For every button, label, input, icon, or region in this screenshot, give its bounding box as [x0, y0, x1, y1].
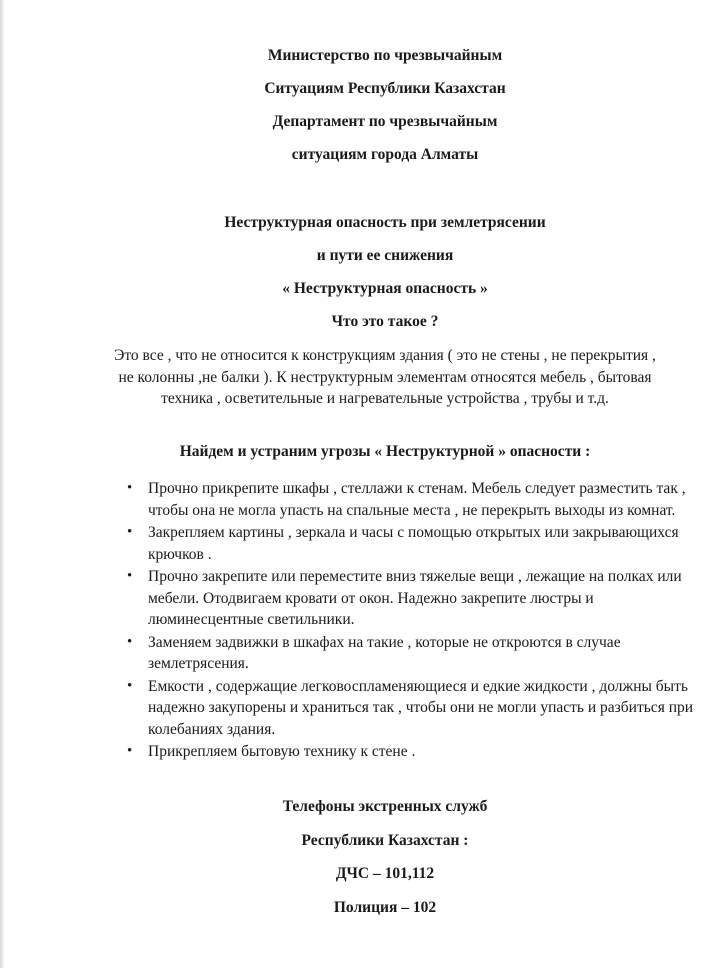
phone-emergency-dept: ДЧС – 101,112: [335, 865, 435, 882]
list-item-text: Закрепляем картины , зеркала и часы с помощью открытых или закрывающихся крючков .: [148, 524, 679, 563]
intro-paragraph: Это все , что не относится к конструкциям здания ( это не стены , не перекрытия , не колонны ,не балки ). К неструктурным элементам относятся мебель , бытовая техника , осветительные и нагревательные устройства , трубы и т.д.: [114, 347, 656, 407]
footer-subheading: Республики Казахстан :: [301, 831, 469, 849]
title-line-2: и пути ее снижения: [316, 247, 454, 264]
header-line-ministry: Министерство по чрезвычайным: [267, 47, 503, 64]
title-line-3: « Неструктурная опасность »: [282, 280, 488, 297]
header-line-city: ситуациям города Алматы: [291, 146, 479, 163]
safety-rules-list: [102, 478, 707, 764]
bullet-icon: •: [127, 677, 133, 694]
bullet-icon: •: [127, 480, 133, 496]
list-item-text: Прочно закрепите или переместите вниз тяжелые вещи , лежащие на полках или мебели. Отодвигаем кровати от окон. Надежно закрепите люстры и люминесцентные светильники.: [148, 568, 682, 628]
document-header: [0, 46, 707, 178]
list-item: [127, 566, 707, 631]
header-line-republic: Ситуациям Республики Казахстан: [264, 80, 506, 97]
list-item-text: Емкости , содержащие легковоспламеняющиеся и едкие жидкости , должны быть надежно закупорены и храниться так , чтобы они не могли упасть и разбиться при колебаниях здания.: [148, 677, 694, 738]
list-item: [127, 741, 707, 763]
bullet-icon: •: [127, 743, 133, 759]
document-title: [0, 213, 707, 345]
header-line-department: Департамент по чрезвычайным: [272, 113, 498, 130]
section-heading: Найдем и устраним угрозы « Неструктурной » опасности :: [179, 443, 591, 460]
list-item: [127, 478, 707, 521]
list-item: [127, 522, 707, 565]
footer-heading: Телефоны экстренных служб: [282, 798, 488, 815]
emergency-phones: [0, 797, 707, 931]
list-item-text: Прочно прикрепите шкафы , стеллажи к стенам. Мебель следует разместить так , чтобы она не могла упасть на спальные места , не перекрыть выходы из комнат.: [148, 480, 686, 519]
list-item-text: Прикрепляем бытовую технику к стене .: [148, 743, 416, 760]
bullet-icon: •: [127, 568, 133, 584]
list-item: [127, 676, 707, 741]
phone-police: Полиция – 102: [333, 898, 437, 916]
bullet-icon: •: [127, 524, 133, 540]
title-line-1: Неструктурная опасность при землетрясении: [224, 214, 546, 231]
title-question: Что это такое ?: [331, 313, 439, 330]
list-item: [127, 632, 707, 675]
list-item-text: Заменяем задвижки в шкафах на такие , которые не откроются в случае землетрясения.: [148, 633, 621, 672]
bullet-icon: •: [127, 633, 133, 650]
